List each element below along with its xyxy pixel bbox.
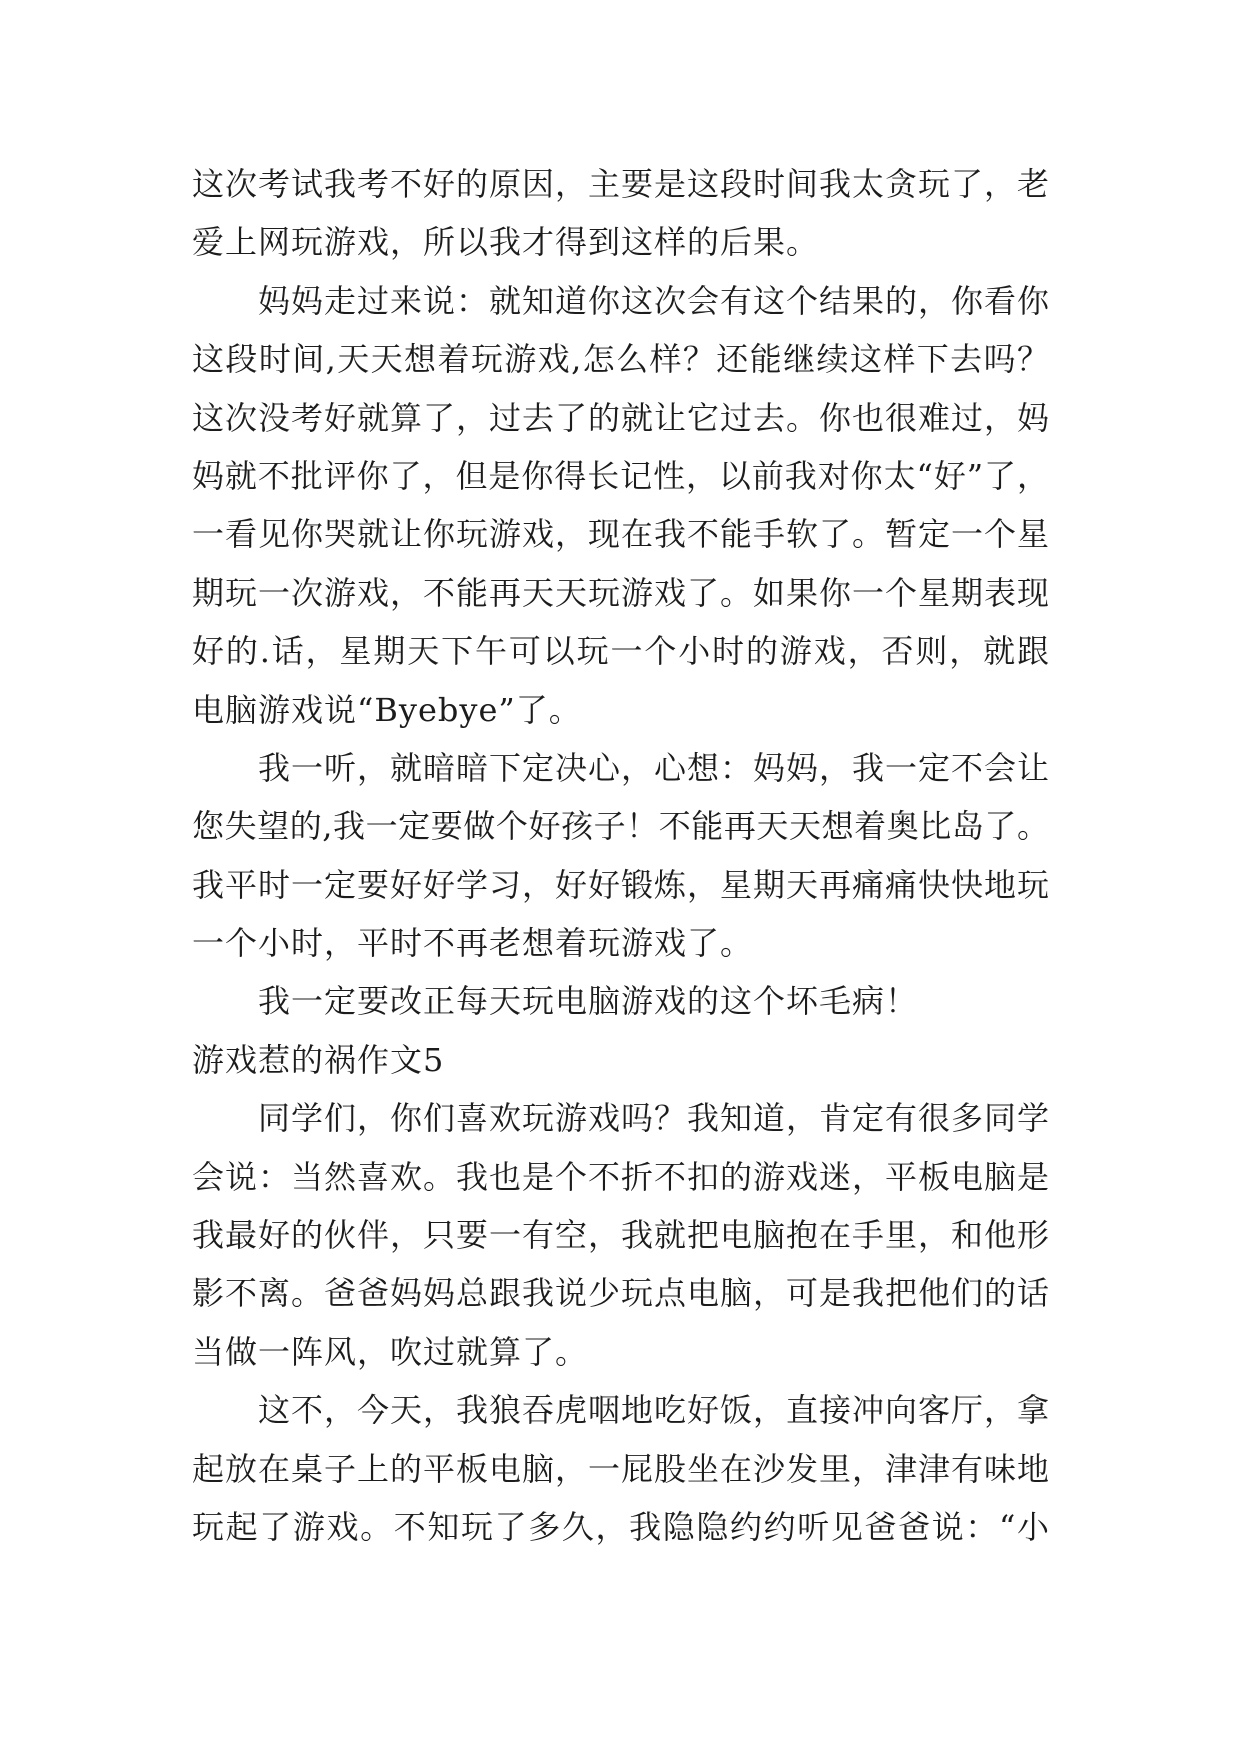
paragraph (192, 739, 1049, 973)
text-line: 这次考试我考不好的原因，主要是这段时间我太贪玩了，老 (192, 165, 1049, 203)
text-line: 这不，今天，我狼吞虎咽地吃好饭，直接冲向客厅，拿 (258, 1391, 1049, 1430)
text-line: 这次没考好就算了，过去了的就让它过去。你也很难过，妈 (192, 398, 1049, 437)
paragraph (192, 1381, 1049, 1556)
text-line: 会说：当然喜欢。我也是个不折不扣的游戏迷，平板电脑是 (192, 1157, 1049, 1196)
text-line: 您失望的,我一定要做个好孩子！不能再天天想着奥比岛了。 (192, 807, 1049, 846)
text-line: 玩起了游戏。不知玩了多久，我隐隐约约听见爸爸说：“小 (192, 1507, 1049, 1546)
paragraph (192, 272, 1049, 739)
text-line: 同学们，你们喜欢玩游戏吗？我知道，肯定有很多同学 (258, 1099, 1049, 1138)
text-line: 一看见你哭就让你玩游戏，现在我不能手软了。暂定一个星 (192, 515, 1049, 554)
paragraph (192, 972, 1049, 1030)
document-body (192, 155, 1049, 1556)
section-heading (192, 1031, 1049, 1089)
text-line: 这段时间,天天想着玩游戏,怎么样？还能继续这样下去吗？ (192, 340, 1049, 379)
text-line: 妈妈走过来说：就知道你这次会有这个结果的，你看你 (258, 281, 1049, 320)
text-line: 好的.话，星期天下午可以玩一个小时的游戏，否则，就跟 (192, 632, 1049, 671)
paragraph (192, 155, 1049, 272)
paragraph (192, 1089, 1049, 1381)
text-line: 我平时一定要好好学习，好好锻炼，星期天再痛痛快快地玩 (192, 865, 1049, 904)
text-line: 当做一阵风，吹过就算了。 (192, 1332, 589, 1371)
text-line: 电脑游戏说“Byebye”了。 (192, 690, 582, 729)
text-line: 我最好的伙伴，只要一有空，我就把电脑抱在手里，和他形 (192, 1216, 1049, 1255)
text-line: 妈就不批评你了，但是你得长记性，以前我对你太“好”了， (192, 456, 1049, 495)
text-line: 一个小时，平时不再老想着玩游戏了。 (192, 924, 754, 963)
text-line: 我一听，就暗暗下定决心，心想：妈妈，我一定不会让 (258, 748, 1049, 787)
text-line: 影不离。爸爸妈妈总跟我说少玩点电脑，可是我把他们的话 (192, 1274, 1049, 1313)
text-line: 爱上网玩游戏，所以我才得到这样的后果。 (192, 223, 820, 262)
heading-text: 游戏惹的祸作文5 (192, 1040, 445, 1079)
text-line: 起放在桌子上的平板电脑，一屁股坐在沙发里，津津有味地 (192, 1449, 1049, 1488)
text-line: 我一定要改正每天玩电脑游戏的这个坏毛病！ (258, 982, 919, 1021)
text-line: 期玩一次游戏，不能再天天玩游戏了。如果你一个星期表现 (192, 573, 1049, 612)
